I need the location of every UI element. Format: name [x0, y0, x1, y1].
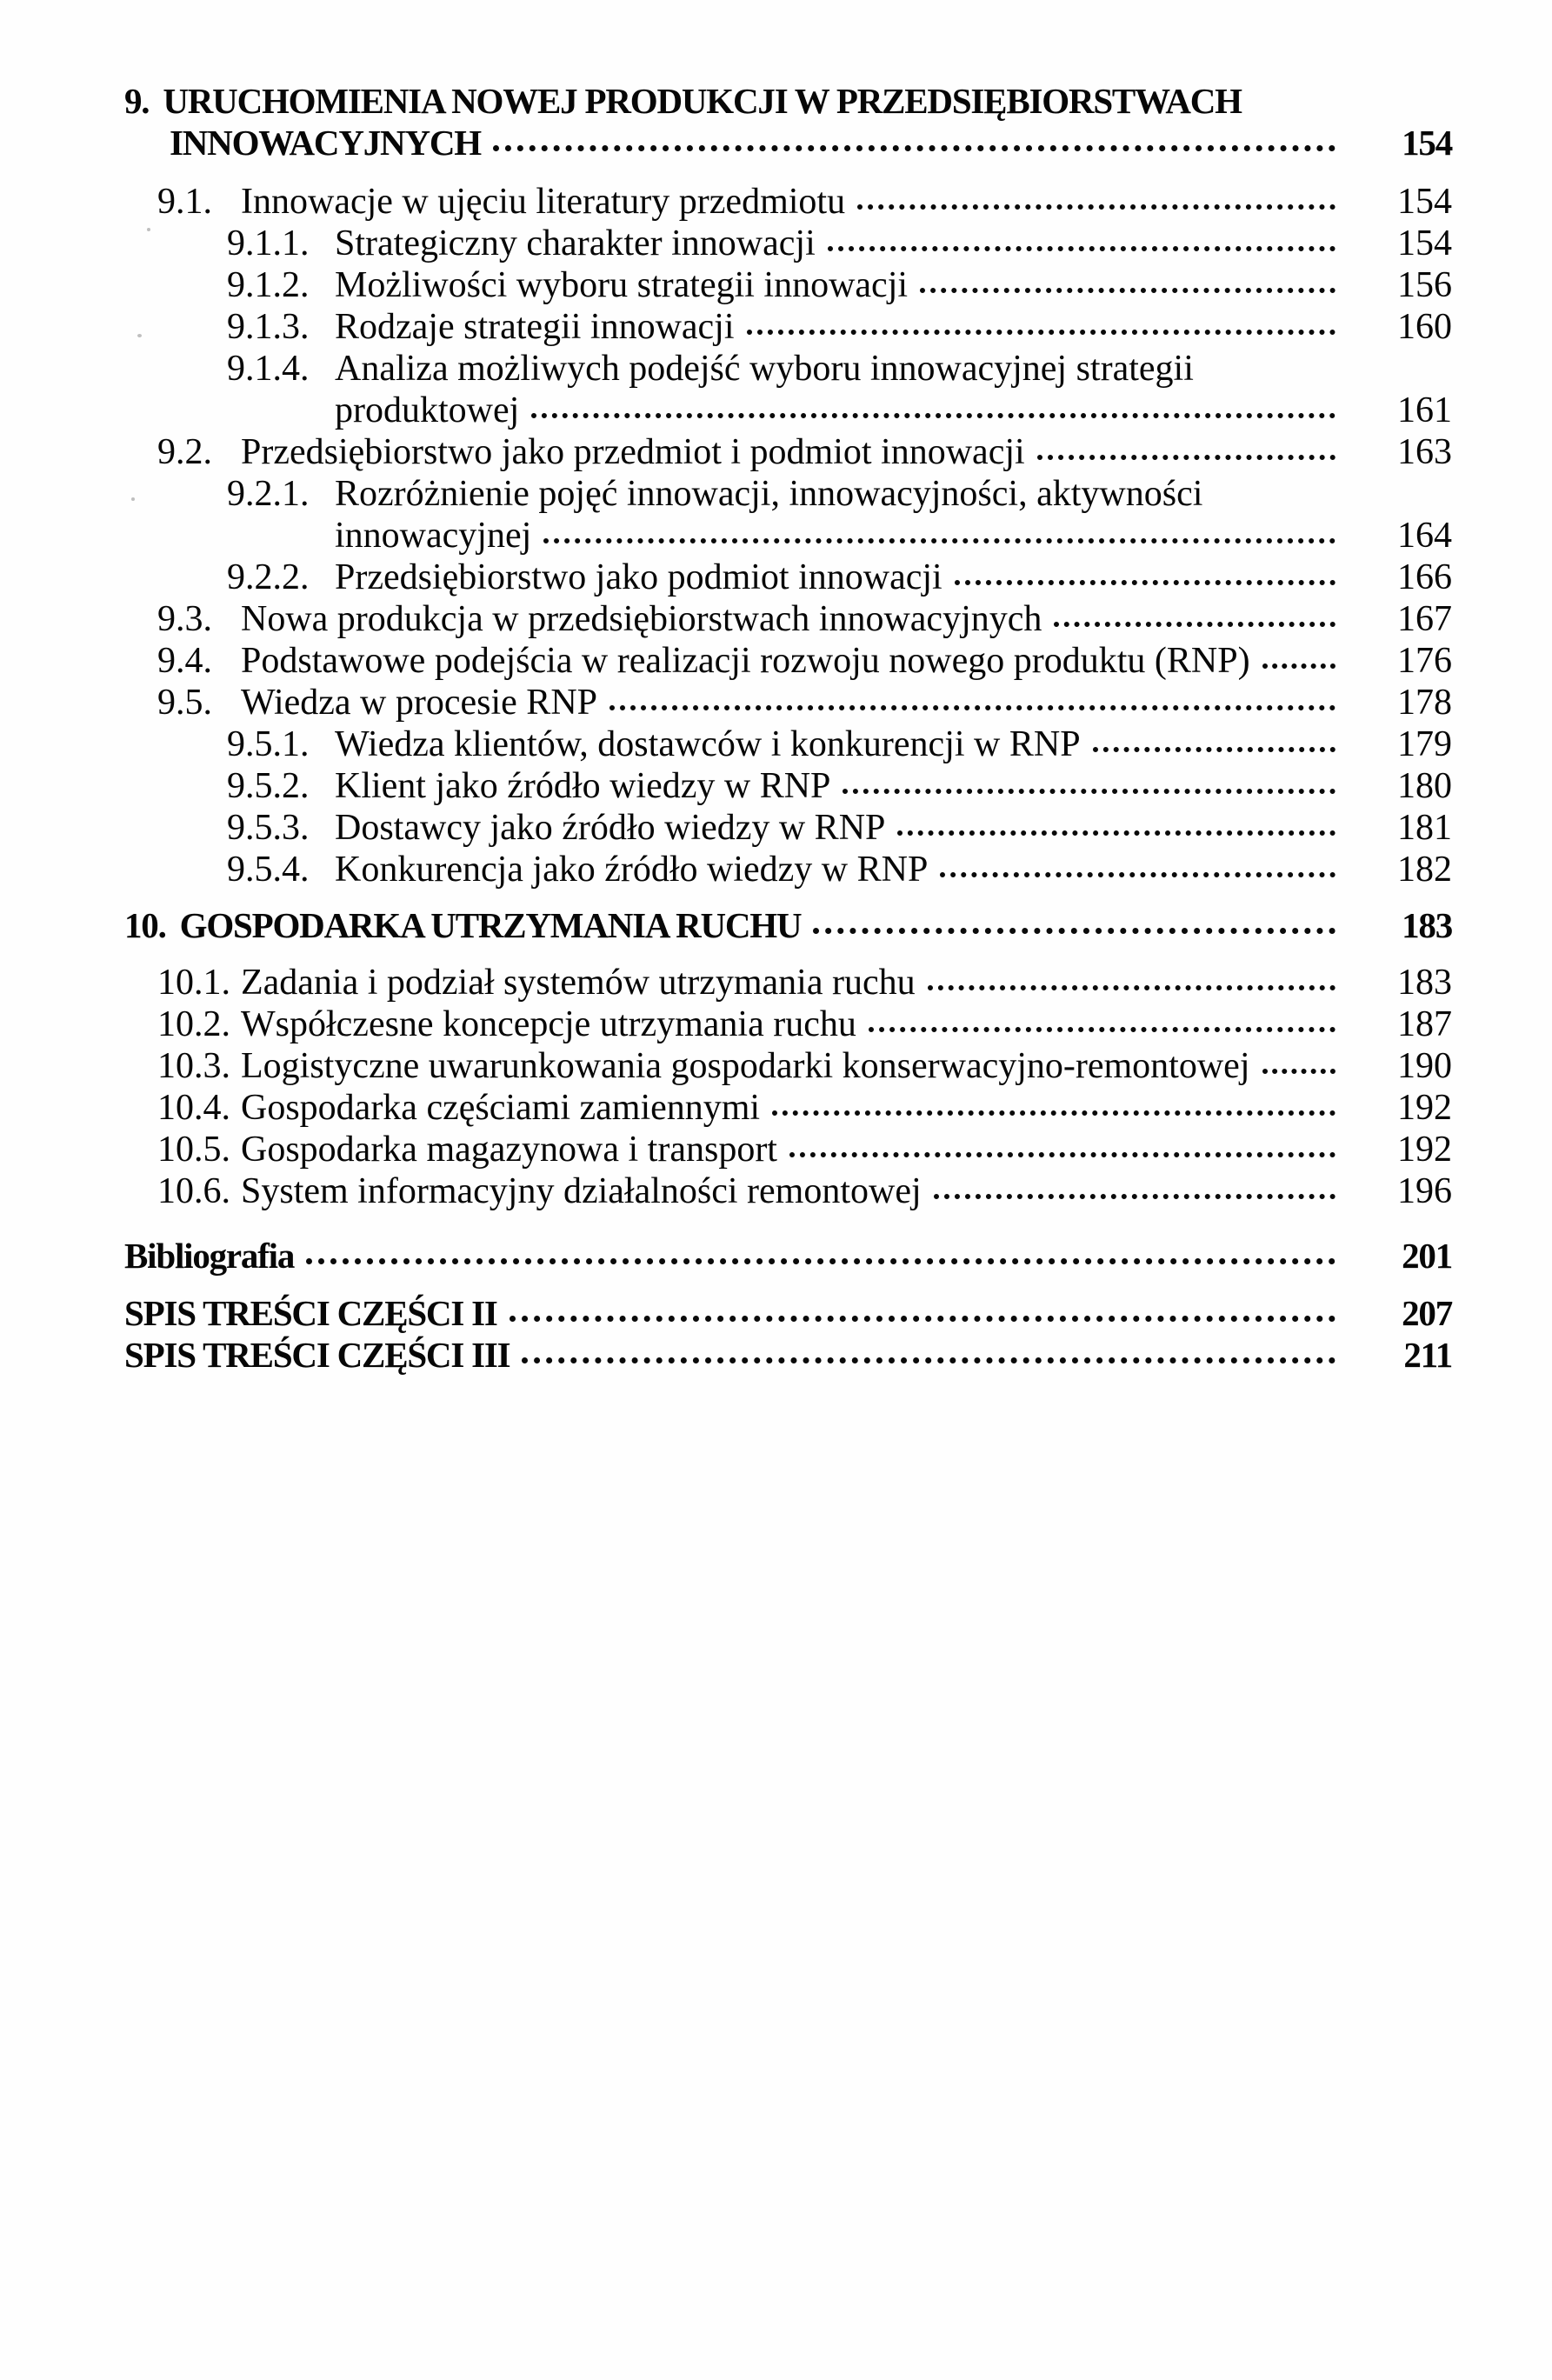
dot-leader	[928, 985, 1336, 990]
toc-entry-title: Konkurencja jako źródło wiedzy w RNP	[335, 850, 929, 890]
toc-row	[124, 181, 1452, 223]
toc-page-number: 192	[1397, 1088, 1452, 1128]
dot-leader	[897, 830, 1336, 836]
toc-entry-number: 9.3.	[157, 599, 212, 639]
toc-page-number: 161	[1397, 390, 1452, 430]
toc-entry-number: 9.5.3.	[227, 808, 310, 848]
toc-page-number: 163	[1397, 432, 1452, 472]
toc-entry-number: 9.5.	[157, 683, 212, 723]
toc-page-number: 183	[1402, 905, 1452, 945]
toc-page-number: 166	[1397, 557, 1452, 597]
toc-entry-title: produktowej	[335, 390, 520, 430]
toc-entry-number: 10.2.	[157, 1004, 230, 1044]
dot-leader	[1093, 747, 1336, 752]
toc-page-number: 201	[1402, 1236, 1452, 1276]
scan-speck	[131, 497, 135, 501]
toc-page-number: 190	[1397, 1046, 1452, 1086]
dot-leader	[934, 1194, 1336, 1199]
toc-entry-title: innowacyjnej	[335, 516, 532, 556]
toc-entry-number: 9.	[124, 81, 150, 121]
toc-page-number: 164	[1397, 516, 1452, 556]
toc-row	[124, 904, 1452, 946]
toc-entry-title: Bibliografia	[124, 1236, 295, 1276]
toc-entry-number: 9.2.	[157, 432, 212, 472]
toc-row	[124, 1087, 1452, 1129]
toc-row	[124, 807, 1452, 849]
toc-entry-number: 9.1.	[157, 182, 212, 222]
toc-entry-number: 9.1.4.	[227, 349, 310, 389]
dot-leader	[789, 1152, 1336, 1157]
dot-leader	[609, 705, 1336, 710]
toc-row	[124, 1334, 1452, 1376]
toc-page-number: 183	[1397, 963, 1452, 1003]
toc-page-number: 154	[1397, 182, 1452, 222]
toc-page-number: 178	[1397, 683, 1452, 723]
toc-page-number: 181	[1397, 808, 1452, 848]
scan-speck	[137, 334, 142, 337]
toc-entry-title: Wiedza klientów, dostawców i konkurencji w RNP	[335, 724, 1081, 764]
toc-row	[124, 473, 1452, 515]
toc-entry-title: Przedsiębiorstwo jako przedmiot i podmiot innowacji	[241, 432, 1025, 472]
dot-leader	[1054, 622, 1336, 627]
toc-page-number: 196	[1397, 1171, 1452, 1211]
toc-page-number: 154	[1397, 223, 1452, 263]
dot-leader	[813, 928, 1336, 934]
toc-page-number: 160	[1397, 307, 1452, 347]
toc-row	[124, 348, 1452, 390]
toc-entry-number: 10.	[124, 905, 166, 945]
toc-entry-title: Rozróżnienie pojęć innowacji, innowacyjności, aktywności	[335, 474, 1203, 514]
toc-entry-number: 10.3.	[157, 1046, 230, 1086]
toc-entry-title: Współczesne koncepcje utrzymania ruchu	[241, 1004, 856, 1044]
toc-row	[124, 515, 1452, 557]
toc-page-number: 154	[1402, 123, 1452, 163]
toc-entry-title: Gospodarka magazynowa i transport	[241, 1130, 777, 1170]
toc-row	[124, 765, 1452, 807]
toc-entry-title: Dostawcy jako źródło wiedzy w RNP	[335, 808, 886, 848]
toc-entry-title: Podstawowe podejścia w realizacji rozwoju nowego produktu (RNP)	[241, 641, 1250, 681]
toc-entry-title: Strategiczny charakter innowacji	[335, 223, 816, 263]
toc-row	[124, 1045, 1452, 1087]
toc-row	[124, 557, 1452, 598]
toc-entry-number: 9.1.2.	[227, 265, 310, 305]
toc-entry-number: 10.5.	[157, 1130, 230, 1170]
toc-row	[124, 431, 1452, 473]
toc-page-number: 182	[1397, 850, 1452, 890]
toc-page-number: 180	[1397, 766, 1452, 806]
toc-row	[124, 390, 1452, 431]
toc-entry-number: 10.1.	[157, 963, 230, 1003]
dot-leader	[843, 789, 1336, 794]
toc-entry-number: 9.2.1.	[227, 474, 310, 514]
dot-leader	[1262, 1069, 1336, 1074]
dot-leader	[522, 1357, 1336, 1363]
toc-row	[124, 1292, 1452, 1334]
toc-row	[124, 1170, 1452, 1212]
toc-entry-title: Analiza możliwych podejść wyboru innowacyjnej strategii	[335, 349, 1194, 389]
toc-page-number: 207	[1402, 1293, 1452, 1333]
toc-entry-title: Nowa produkcja w przedsiębiorstwach innowacyjnych	[241, 599, 1042, 639]
toc-entry-title: Gospodarka częściami zamiennymi	[241, 1088, 761, 1128]
dot-leader	[869, 1027, 1336, 1032]
toc-page-number: 167	[1397, 599, 1452, 639]
toc-row	[124, 264, 1452, 306]
table-of-contents	[124, 80, 1452, 1376]
toc-page-number: 156	[1397, 265, 1452, 305]
toc-entry-title: Klient jako źródło wiedzy w RNP	[335, 766, 831, 806]
toc-entry-number: 9.5.1.	[227, 724, 310, 764]
toc-page-number: 187	[1397, 1004, 1452, 1044]
toc-entry-title: INNOWACYJNYCH	[170, 123, 481, 163]
dot-leader	[1037, 455, 1336, 460]
toc-entry-title: System informacyjny działalności remontowej	[241, 1171, 922, 1211]
toc-row	[124, 1003, 1452, 1045]
toc-row	[124, 122, 1452, 163]
toc-row	[124, 723, 1452, 765]
toc-row	[124, 682, 1452, 723]
toc-row	[124, 849, 1452, 890]
toc-row	[124, 80, 1452, 122]
toc-entry-number: 10.6.	[157, 1171, 230, 1211]
toc-entry-number: 9.4.	[157, 641, 212, 681]
toc-row	[124, 223, 1452, 264]
toc-page-number: 192	[1397, 1130, 1452, 1170]
toc-entry-title: SPIS TREŚCI CZĘŚCI III	[124, 1335, 510, 1375]
toc-entry-title: Wiedza w procesie RNP	[241, 683, 598, 723]
toc-page-number: 179	[1397, 724, 1452, 764]
toc-entry-title: URUCHOMIENIA NOWEJ PRODUKCJI W PRZEDSIĘBIORSTWACH	[163, 81, 1242, 121]
toc-entry-title: Możliwości wyboru strategii innowacji	[335, 265, 909, 305]
dot-leader	[857, 204, 1336, 210]
dot-leader	[772, 1110, 1336, 1116]
toc-page-number: 176	[1397, 641, 1452, 681]
toc-entry-title: Zadania i podział systemów utrzymania ruchu	[241, 963, 916, 1003]
toc-entry-number: 9.1.3.	[227, 307, 310, 347]
dot-leader	[531, 413, 1336, 418]
toc-row	[124, 598, 1452, 640]
dot-leader	[955, 580, 1336, 585]
toc-page-number: 211	[1403, 1335, 1452, 1375]
toc-row	[124, 962, 1452, 1003]
dot-leader	[920, 288, 1336, 293]
toc-entry-number: 10.4.	[157, 1088, 230, 1128]
toc-row	[124, 1235, 1452, 1277]
toc-row	[124, 306, 1452, 348]
dot-leader	[493, 145, 1336, 151]
dot-leader	[828, 246, 1336, 251]
toc-row	[124, 1129, 1452, 1170]
dot-leader	[306, 1258, 1336, 1264]
toc-entry-number: 9.5.4.	[227, 850, 310, 890]
toc-entry-title: GOSPODARKA UTRZYMANIA RUCHU	[179, 905, 802, 945]
dot-leader	[747, 330, 1336, 335]
toc-row	[124, 640, 1452, 682]
scan-speck	[147, 228, 150, 231]
toc-entry-title: Logistyczne uwarunkowania gospodarki konserwacyjno-remontowej	[241, 1046, 1250, 1086]
toc-entry-number: 9.2.2.	[227, 557, 310, 597]
toc-entry-number: 9.5.2.	[227, 766, 310, 806]
toc-entry-title: Innowacje w ujęciu literatury przedmiotu	[241, 182, 846, 222]
dot-leader	[510, 1316, 1336, 1322]
dot-leader	[1262, 663, 1336, 669]
dot-leader	[543, 538, 1336, 543]
toc-entry-title: Przedsiębiorstwo jako podmiot innowacji	[335, 557, 943, 597]
toc-entry-number: 9.1.1.	[227, 223, 310, 263]
toc-entry-title: Rodzaje strategii innowacji	[335, 307, 735, 347]
toc-entry-title: SPIS TREŚCI CZĘŚCI II	[124, 1293, 497, 1333]
dot-leader	[940, 872, 1336, 877]
